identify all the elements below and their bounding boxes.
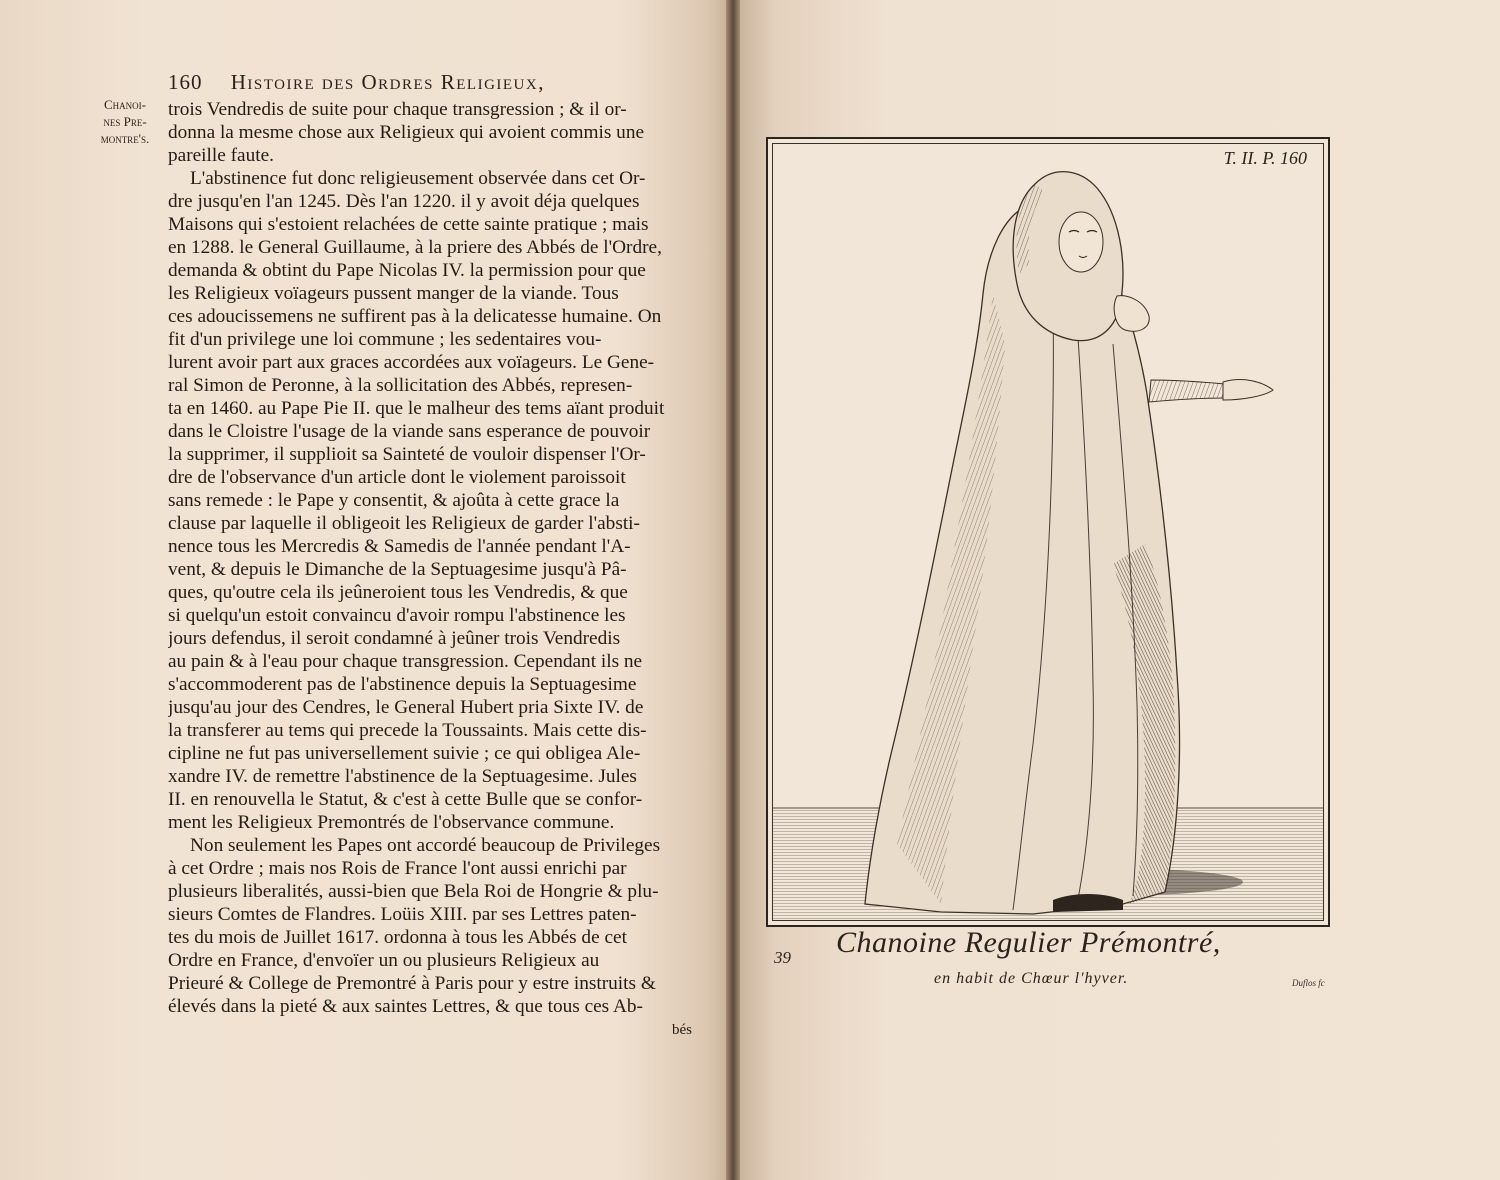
text-line: élevés dans la pieté & aux saintes Lettres, & que tous ces Ab- xyxy=(168,996,643,1017)
text-line: si quelqu'un estoit convaincu d'avoir rompu l'abstinence les xyxy=(168,605,626,626)
text-line: ta en 1460. au Pape Pie II. que le malheur des tems aïant produit xyxy=(168,398,665,419)
text-line: la supprimer, il supplioit sa Sainteté de vouloir dispenser l'Or- xyxy=(168,444,646,465)
text-line: ment les Religieux Premontrés de l'observance commune. xyxy=(168,812,615,833)
clasped-hands xyxy=(1114,296,1149,332)
text-line: nence tous les Mercredis & Samedis de l'année pendant l'A- xyxy=(168,536,631,557)
text-line: II. en renouvella le Statut, & c'est à cette Bulle que se confor- xyxy=(168,789,643,810)
text-line: ral Simon de Peronne, à la sollicitation des Abbés, represen- xyxy=(168,375,633,396)
text-line: en 1288. le General Guillaume, à la priere des Abbés de l'Ordre, xyxy=(168,237,662,258)
text-line: tes du mois de Juillet 1617. ordonna à tous les Abbés de cet xyxy=(168,927,627,948)
running-title: Histoire des Ordres Religieux, xyxy=(230,70,545,94)
text-line: Ordre en France, d'envoïer un ou plusieurs Religieux au xyxy=(168,950,600,971)
engraving-illustration xyxy=(773,144,1323,920)
marginal-note xyxy=(86,96,164,147)
catchword: bés xyxy=(672,1022,692,1038)
text-line: lurent avoir part aux graces accordées aux voïageurs. Le Gene- xyxy=(168,352,655,373)
text-line: s'accommoderent pas de l'abstinence depuis la Septuagesime xyxy=(168,674,637,695)
open-hand xyxy=(1223,380,1273,400)
plate-inner-frame xyxy=(772,143,1324,921)
text-line: jours defendus, il seroit condamné à jeûner trois Vendredis xyxy=(168,628,621,649)
body-text xyxy=(168,98,688,1018)
text-line: vent, & depuis le Dimanche de la Septuagesime jusqu'à Pâ- xyxy=(168,559,627,580)
text-line: pareille faute. xyxy=(168,145,274,166)
text-line: fit d'un privilege une loi commune ; les sedentaires vou- xyxy=(168,329,602,350)
text-line: dre jusqu'en l'an 1245. Dès l'an 1220. il y avoit déja quelques xyxy=(168,191,640,212)
text-line: ces adoucissemens ne suffirent pas à la delicatesse humaine. On xyxy=(168,306,662,327)
plate-caption-subtitle: en habit de Chœur l'hyver. xyxy=(934,970,1129,987)
text-line: Prieuré & College de Premontré à Paris pour y estre instruits & xyxy=(168,973,656,994)
text-line: Maisons qui s'estoient relachées de cette sainte pratique ; mais xyxy=(168,214,649,235)
face xyxy=(1059,212,1103,272)
plate-caption-title: Chanoine Regulier Prémontré, xyxy=(836,926,1221,959)
plate-reference: T. II. P. 160 xyxy=(1223,148,1307,168)
text-line: xandre IV. de remettre l'abstinence de la Septuagesime. Jules xyxy=(168,766,637,787)
text-line: donna la mesme chose aux Religieux qui avoient commis une xyxy=(168,122,645,143)
text-line: demanda & obtint du Pape Nicolas IV. la permission pour que xyxy=(168,260,646,281)
text-line: plusieurs liberalités, aussi-bien que Bela Roi de Hongrie & plu- xyxy=(168,881,659,902)
plate-number: 39 xyxy=(774,948,791,967)
text-line: sieurs Comtes de Flandres. Loüis XIII. par ses Lettres paten- xyxy=(168,904,637,925)
marginal-note-line: montre's. xyxy=(100,131,150,146)
book-gutter xyxy=(726,0,740,1180)
text-line: jusqu'au jour des Cendres, le General Hubert pria Sixte IV. de xyxy=(168,697,644,718)
text-line: L'abstinence fut donc religieusement observée dans cet Or- xyxy=(190,168,646,189)
text-line: clause par laquelle il obligeoit les Religieux de garder l'absti- xyxy=(168,513,640,534)
engraving-plate xyxy=(766,137,1330,927)
text-line: la transferer au tems qui precede la Toussaints. Mais cette dis- xyxy=(168,720,647,741)
text-line: ques, qu'outre cela ils jeûneroient tous les Vendredis, & que xyxy=(168,582,628,603)
running-head xyxy=(168,70,688,95)
text-line: Non seulement les Papes ont accordé beaucoup de Privileges xyxy=(190,835,661,856)
marginal-note-line: Chanoi- xyxy=(104,97,146,112)
marginal-note-line: nes Pre- xyxy=(103,114,147,129)
text-line: sans remede : le Pape y consentit, & ajoûta à cette grace la xyxy=(168,490,620,511)
text-line: les Religieux voïageurs pussent manger de la viande. Tous xyxy=(168,283,619,304)
text-line: dans le Cloistre l'usage de la viande sans esperance de pouvoir xyxy=(168,421,651,442)
text-line: cipline ne fut pas universellement suivie ; ce qui obligea Ale- xyxy=(168,743,641,764)
text-line: trois Vendredis de suite pour chaque transgression ; & il or- xyxy=(168,99,627,120)
text-line: au pain & à l'eau pour chaque transgression. Cependant ils ne xyxy=(168,651,643,672)
page-number: 160 xyxy=(168,70,203,94)
text-line: dre de l'observance d'un article dont le violement paroissoit xyxy=(168,467,626,488)
engraver-signature: Duflos fc xyxy=(1292,978,1325,988)
extended-arm xyxy=(1149,380,1225,402)
text-line: à cet Ordre ; mais nos Rois de France l'ont aussi enrichi par xyxy=(168,858,627,879)
